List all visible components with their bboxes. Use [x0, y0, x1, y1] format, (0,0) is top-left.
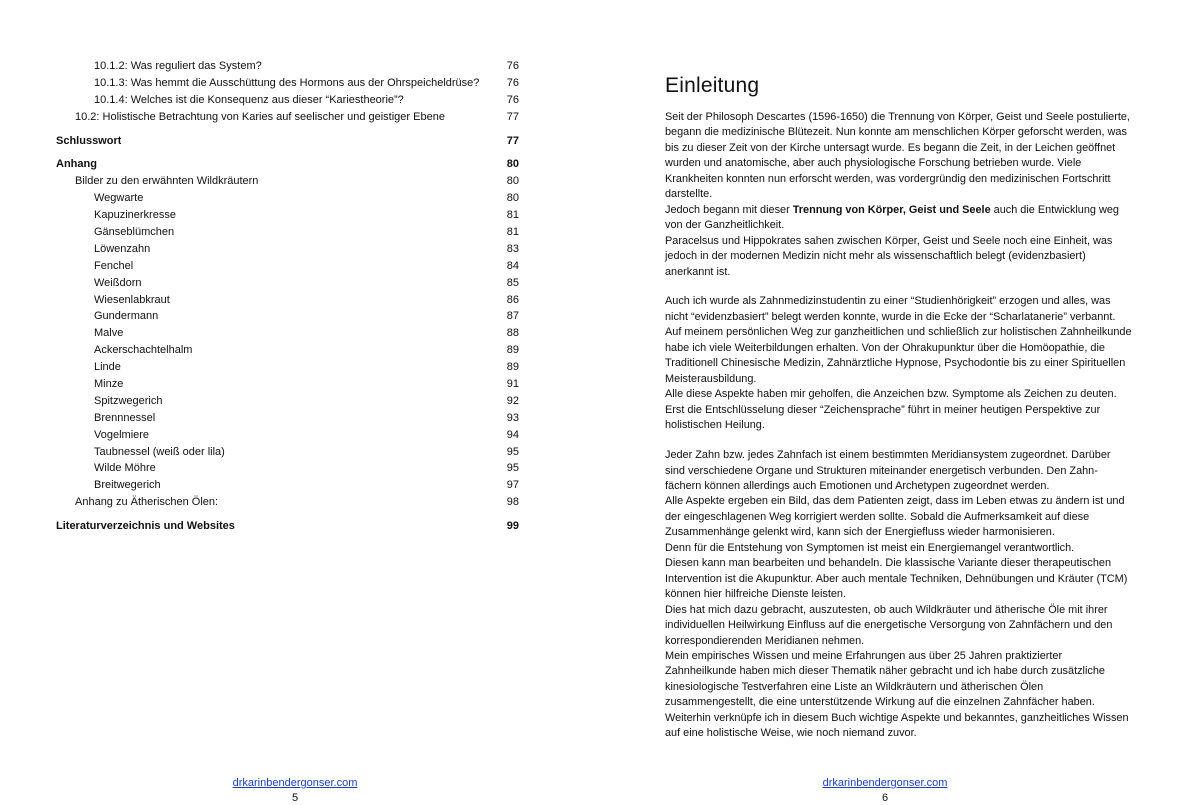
- toc-entry-title: Breitwegerich: [94, 479, 161, 492]
- footer-website-link[interactable]: drkarinbendergonser.com: [232, 777, 358, 789]
- toc-entry-title: Wegwarte: [94, 192, 144, 205]
- toc-entry-title: Spitzwegerich: [94, 394, 163, 407]
- left-page: [0, 0, 590, 804]
- body-paragraph: [665, 541, 1133, 556]
- toc-entry-page: 89: [506, 344, 519, 357]
- body-paragraph: [665, 711, 1133, 742]
- toc-entry[interactable]: [56, 224, 519, 241]
- toc-entry[interactable]: [56, 494, 519, 511]
- toc-entry-page: 87: [506, 310, 519, 323]
- toc-entry-title: Weißdorn: [94, 276, 142, 289]
- toc-entry[interactable]: [56, 342, 519, 359]
- toc-entry-title: 10.1.3: Was hemmt die Ausschüttung des Hormons aus der Ohrspeicheldrüse?: [94, 76, 480, 89]
- toc-entry[interactable]: [56, 109, 519, 126]
- toc-entry-page: 77: [506, 110, 519, 123]
- toc-entry-title: Schlusswort: [56, 134, 122, 147]
- chapter-body: [665, 110, 1133, 742]
- bold-phrase: Trennung von Körper, Geist und Seele: [792, 203, 991, 216]
- right-page: [590, 0, 1180, 804]
- toc-entry[interactable]: [56, 444, 519, 461]
- paragraph-text: Alle diese Aspekte haben mir geholfen, die Anzeichen bzw. Symptome als Zeichen zu deuten. Erst die Entschlüsselung dieser “Zeichensprache” führt in meiner heutigen Perspektive zur holistischen Heilung.: [665, 388, 1117, 432]
- toc-entry[interactable]: [56, 258, 519, 275]
- toc-entry-page: 88: [506, 327, 519, 340]
- toc-entry-title: Vogelmiere: [94, 428, 150, 441]
- toc-entry[interactable]: [56, 92, 519, 109]
- toc-entry[interactable]: [56, 156, 519, 173]
- paragraph-text: Paracelsus und Hippokrates sahen zwischen Körper, Geist und Seele noch eine Einheit, was jedoch in der modernen Medizin nicht mehr als wissenschaftlich belegt (evidenzbasiert) anerkannt ist.: [665, 234, 1113, 278]
- toc-entry[interactable]: [56, 376, 519, 393]
- toc-entry-title: Löwenzahn: [94, 242, 151, 255]
- body-paragraph: [665, 448, 1133, 494]
- toc-entry-title: 10.2: Holistische Betrachtung von Karies auf seelischer und geistiger Ebene: [75, 110, 445, 123]
- toc-entry[interactable]: [56, 58, 519, 75]
- toc-entry-title: Fenchel: [94, 259, 134, 272]
- paragraph-text: Denn für die Entstehung von Symptomen ist meist ein Energiemangel verantwortlich.: [665, 541, 1075, 554]
- paragraph-text: Seit der Philosoph Descartes (1596-1650) die Trennung von Körper, Geist und Seele postulierte, begann die medizinische Blütezeit. Nun konnte am menschlichen Körper geforscht werden, was bis zu dieser Zeit von der Kirche untersagt wurde. Es begann die Zeit, in der Leichen geöffnet wurden und anatomische, aber auch physiologische Forschung betrieben wurde. Viele Krankheiten konnten nun erforscht werden, was vordergründig den medizinischen Fortschritt darstellte.: [665, 111, 1130, 201]
- toc-entry-page: 86: [506, 293, 519, 306]
- toc-entry-page: 93: [506, 411, 519, 424]
- toc-entry[interactable]: [56, 460, 519, 477]
- paragraph-text: Mein empirisches Wissen und meine Erfahrungen aus über 25 Jahren praktizierter Zahnheilkunde haben mich dieser Thematik näher gebracht und ich habe durch zusätzliche kinesiologische Testverfahren eine Liste an Wildkräutern und ätherischen Ölen zusammengestellt, die eine unterstützende Wirkung auf die einzelnen Zahnfächer haben.: [665, 649, 1105, 709]
- table-of-contents: [56, 58, 519, 535]
- body-paragraph: [665, 234, 1133, 280]
- toc-entry-title: Minze: [94, 378, 124, 391]
- left-footer: [0, 776, 590, 805]
- toc-entry-page: 95: [506, 462, 519, 475]
- paragraph-text: Diesen kann man bearbeiten und behandeln. Die klassische Variante dieser therapeutischen Intervention ist die Akupunktur. Aber auch mentale Techniken, Dehnübungen und Kräuter (TCM) können hier hilfreiche Dienste leisten.: [665, 557, 1128, 601]
- toc-entry[interactable]: [56, 410, 519, 427]
- toc-entry-title: Kapuzinerkresse: [94, 209, 176, 222]
- toc-entry-page: 76: [506, 93, 519, 106]
- toc-entry[interactable]: [56, 308, 519, 325]
- toc-entry-page: 94: [506, 428, 519, 441]
- toc-entry-page: 76: [506, 76, 519, 89]
- paragraph-text: Weiterhin verknüpfe ich in diesem Buch wichtige Aspekte und bekanntes, ganzheitliches Wissen auf eine holistische Weise, wie noch niemand zuvor.: [665, 711, 1129, 740]
- toc-entry[interactable]: [56, 477, 519, 494]
- body-paragraph: [665, 387, 1133, 433]
- right-footer: [590, 776, 1180, 805]
- toc-entry-page: 80: [506, 175, 519, 188]
- toc-entry[interactable]: [56, 518, 519, 535]
- page-number: 5: [291, 792, 299, 804]
- toc-entry-title: Bilder zu den erwähnten Wildkräutern: [75, 175, 259, 188]
- toc-entry[interactable]: [56, 325, 519, 342]
- toc-entry-page: 80: [506, 158, 519, 171]
- body-paragraph: [665, 494, 1133, 540]
- toc-entry-title: Malve: [94, 327, 124, 340]
- page-number: 6: [881, 792, 889, 804]
- body-paragraph: [665, 556, 1133, 602]
- body-paragraph: [665, 649, 1133, 711]
- toc-entry[interactable]: [56, 75, 519, 92]
- toc-entry-title: Gundermann: [94, 310, 159, 323]
- toc-entry-page: 98: [506, 496, 519, 509]
- body-paragraph: [665, 110, 1133, 203]
- toc-entry-page: 95: [506, 445, 519, 458]
- toc-entry-title: Ackerschachtelhalm: [94, 344, 193, 357]
- toc-entry[interactable]: [56, 275, 519, 292]
- paragraph-text: Jedoch begann mit dieser: [665, 203, 793, 216]
- paragraph-text: auch die Entwicklung weg von der Ganzheitlichkeit.: [665, 203, 1119, 232]
- toc-entry-title: Linde: [94, 361, 121, 374]
- toc-entry[interactable]: [56, 173, 519, 190]
- toc-entry-page: 81: [506, 209, 519, 222]
- toc-entry-title: Literaturverzeichnis und Websites: [56, 520, 235, 533]
- toc-entry-title: 10.1.2: Was reguliert das System?: [94, 60, 262, 72]
- toc-entry-title: Taubnessel (weiß oder lila): [94, 445, 225, 458]
- toc-entry-page: 83: [506, 242, 519, 255]
- toc-entry-page: 80: [506, 192, 519, 205]
- toc-entry-page: 99: [506, 520, 519, 533]
- toc-entry-title: Gänseblümchen: [94, 226, 175, 239]
- toc-entry[interactable]: [56, 241, 519, 258]
- footer-website-link[interactable]: drkarinbendergonser.com: [822, 777, 948, 789]
- chapter-heading: Einleitung: [665, 74, 760, 97]
- toc-entry-title: 10.1.4: Welches ist die Konsequenz aus dieser “Kariestheorie”?: [94, 93, 404, 106]
- toc-entry-page: 85: [506, 276, 519, 289]
- toc-entry[interactable]: [56, 427, 519, 444]
- toc-entry-page: 77: [506, 134, 519, 147]
- paragraph-text: Auch ich wurde als Zahnmedizinstudentin zu einer “Studienhörigkeit” erzogen und alles, was nicht “evidenzbasiert” belegt werden konnte, wurde in die Ecke der “Scharlatanerie” verbannt. Auf meinem persönlichen Weg zur ganzheitlichen und schließlich zur holistischen Zahnheilkunde habe ich viele Weiterbildungen erhalten. Von der Ohrakupunktur über die Homöopathie, die Traditionell Chinesische Medizin, Zahnärztliche Hypnose, Psychodontie bis zu einer Spirituellen Meisterausbildung.: [665, 295, 1132, 385]
- toc-entry[interactable]: [56, 133, 519, 150]
- toc-entry-title: Brennnessel: [94, 411, 156, 424]
- toc-entry-page: 81: [506, 226, 519, 239]
- paragraph-text: Jeder Zahn bzw. jedes Zahnfach ist einem bestimmten Meridiansystem zugeordnet. Darüber sind verschiedene Organe und Strukturen miteinander energetisch verbunden. Den Zahn-fächern können allerdings auch Emotionen und Archetypen zugeordnet werden.: [665, 449, 1111, 492]
- body-paragraph: [665, 603, 1133, 649]
- paragraph-text: Alle Aspekte ergeben ein Bild, das dem Patienten zeigt, dass im Leben etwas zu ändern ist und der eingeschlagenen Weg korrigiert werden sollte. Sobald die Aufmerksamkeit auf diese Zusammenhänge gelenkt wird, kann sich der Energiefluss wieder harmonisieren.: [665, 495, 1125, 539]
- toc-entry[interactable]: [56, 359, 519, 376]
- toc-entry[interactable]: [56, 190, 519, 207]
- toc-entry-page: 97: [506, 479, 519, 492]
- toc-entry-page: 76: [506, 60, 519, 72]
- toc-entry-page: 91: [506, 378, 519, 391]
- toc-entry[interactable]: [56, 292, 519, 309]
- toc-entry-title: Wilde Möhre: [94, 462, 156, 475]
- toc-entry-title: Anhang zu Ätherischen Ölen:: [75, 496, 219, 509]
- toc-entry-page: 84: [506, 259, 519, 272]
- body-paragraph: [665, 294, 1133, 387]
- toc-entry[interactable]: [56, 207, 519, 224]
- toc-entry-page: 89: [506, 361, 519, 374]
- toc-entry-page: 92: [506, 394, 519, 407]
- paragraph-text: Dies hat mich dazu gebracht, auszutesten, ob auch Wildkräuter und ätherische Öle mit ihrer individuellen Heilwirkung Einfluss auf die energetische Versorgung von Zahnfächern und den korrespondierenden Meridianen nehmen.: [665, 603, 1113, 647]
- toc-entry-title: Anhang: [56, 158, 97, 171]
- toc-entry[interactable]: [56, 393, 519, 410]
- toc-entry-title: Wiesenlabkraut: [94, 293, 170, 306]
- body-paragraph: [665, 203, 1133, 234]
